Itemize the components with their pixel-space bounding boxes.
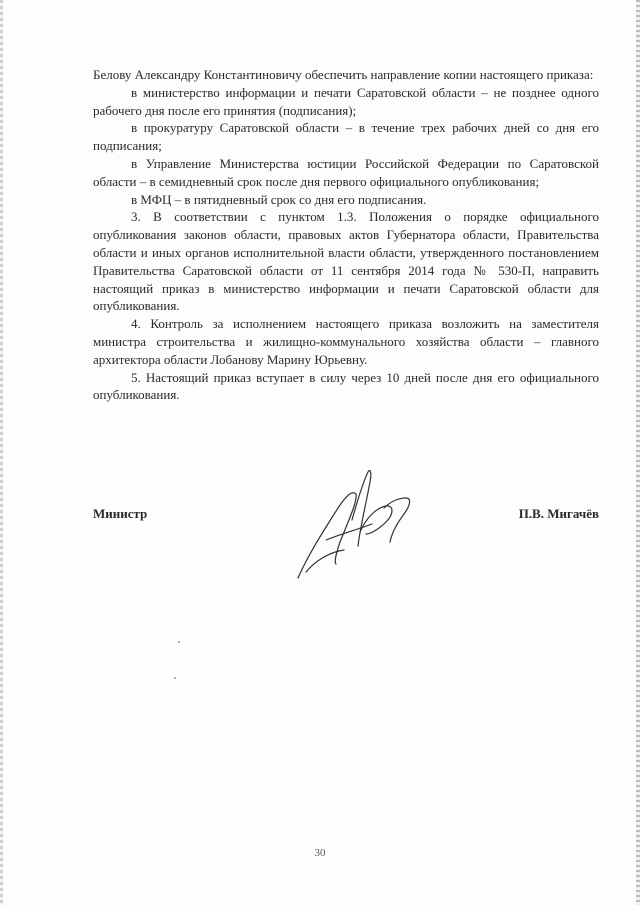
document-body	[93, 66, 599, 404]
signer-name: П.В. Мигачёв	[518, 506, 599, 521]
position-title: Министр	[93, 506, 148, 521]
signature-block	[93, 506, 599, 526]
paragraph-6: 3. В соответствии с пунктом 1.3. Положения о порядке официального опубликования законов области, правовых актов Губернатора области, Правительства области и иных органов исполнительной власти области, утвержденного постановлением Правительства Саратовской области от 11 сентября 2014 года № 530-П, направить настоящий приказ в министерство информации и печати Саратовской области для опубликования.	[93, 209, 599, 314]
scan-speck	[178, 641, 180, 643]
scan-edge-right	[636, 0, 640, 905]
paragraph-3: в прокуратуру Саратовской области – в течение трех рабочих дней со дня его подписания;	[93, 120, 599, 154]
paragraph-4: в Управление Министерства юстиции Российской Федерации по Саратовской области – в семидневный срок после дня первого официального опубликования;	[93, 155, 599, 189]
paragraph-7: 4. Контроль за исполнением настоящего приказа возложить на заместителя министра строительства и жилищно-коммунального хозяйства области – главного архитектора области Лобанову Марину Юрьевну.	[93, 316, 599, 367]
paragraph-8: 5. Настоящий приказ вступает в силу через 10 дней после дня его официального опубликования.	[93, 369, 599, 403]
paragraph-2: в министерство информации и печати Саратовской области – не позднее одного рабочего дня после его принятия (подписания);	[93, 84, 599, 118]
paragraph-1: Белову Александру Константиновичу обеспечить направление копии настоящего приказа:	[93, 67, 594, 82]
scan-speck	[174, 677, 176, 679]
paragraph-5: в МФЦ – в пятидневный срок со дня его подписания.	[131, 191, 427, 207]
scan-edge-left	[0, 0, 3, 905]
page-number: 30	[314, 847, 326, 859]
